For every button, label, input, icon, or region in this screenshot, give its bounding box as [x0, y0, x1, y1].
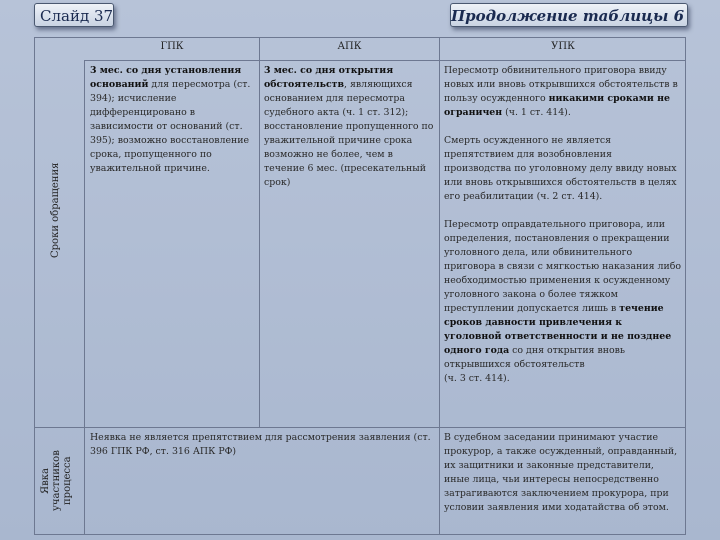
row-label-attendance [40, 430, 82, 532]
row-label-attendance-line1: Явка [40, 468, 51, 494]
terms-upk-p1-bold: никакими сроками не ограничен [444, 93, 670, 118]
header-upk: УПК [551, 41, 575, 52]
terms-apk-text: , являющихся основанием для пересмотра судебного акта (ч. 1 ст. 312); восстановление пропущенного по уважительной причине срока возможно не более, чем в течение 6 мес. (пресекательный срок) [264, 79, 434, 188]
cell-attendance-gpk-apk: Неявка не является препятствием для рассмотрения заявления (ст. 396 ГПК РФ, ст. 316 АПК РФ) [90, 432, 431, 457]
terms-upk-paragraph-2: Смерть осужденного не является препятствием для возобновления производства по уголовному делу ввиду новых или вновь открывшихся обстоятельств в целях его реабилитации (ч. 2 ст. 414). [444, 135, 677, 202]
cell-terms-upk [444, 64, 682, 386]
cell-attendance-upk: В судебном заседании принимают участие прокурор, а также осужденный, оправданный, их защитники и законные представители, иные лица, чьи интересы непосредственно затрагиваются заключением прокурора, при условии заявления ими ходатайства об этом. [444, 432, 678, 513]
header-apk: АПК [337, 41, 362, 52]
row-label-terms: Сроки обращения [50, 162, 61, 258]
row-label-attendance-line3: процесса [62, 456, 73, 506]
terms-upk-p3-bold: течение сроков давности привлечения к уголовной ответственности и не позднее одного года [444, 303, 672, 356]
terms-upk-p3-ref: (ч. 3 ст. 414). [444, 373, 510, 384]
row-divider [34, 427, 686, 428]
terms-upk-p3-tail: со дня открытия вновь открывшихся обстоятельств [444, 345, 626, 370]
terms-upk-p1-text: Пересмотр обвинительного приговора ввиду новых или вновь открывшихся обстоятельств в пользу осужденного [444, 65, 678, 104]
column-divider-2 [259, 37, 260, 427]
table-title-text: Продолжение таблицы 6 [451, 7, 685, 25]
terms-gpk-text: для пересмотра (ст. 394); исчисление дифференцировано в зависимости от оснований (ст. 395); возможно восстановление срока, пропущенного по уважительной причине. [90, 79, 251, 174]
terms-apk-bold: 3 мес. со дня открытия обстоятельств [264, 65, 394, 90]
slide-number-label [34, 3, 114, 27]
cell-terms-gpk [90, 64, 256, 176]
header-gpk: ГПК [160, 41, 184, 52]
cell-terms-apk [264, 64, 436, 190]
header-divider [84, 60, 686, 61]
column-divider-1 [84, 60, 85, 535]
table-continuation-title [450, 3, 688, 27]
terms-upk-paragraph-1 [444, 64, 682, 120]
terms-gpk-bold: 3 мес. со дня установления оснований [90, 65, 242, 90]
terms-upk-p3-text: Пересмотр оправдательного приговора, или определения, постановления о прекращении уголовного дела, или обвинительного приговора в связи с мягкостью наказания либо необходимостью применения к осужденному уголовного закона о более тяжком преступлении допускается лишь в [444, 219, 681, 314]
column-divider-3 [439, 37, 440, 535]
row-label-attendance-line2: участников [51, 450, 62, 512]
terms-upk-p1-ref: (ч. 1 ст. 414). [502, 107, 571, 118]
slide-number-text: Слайд 37 [40, 7, 114, 25]
terms-upk-paragraph-3 [444, 218, 682, 386]
